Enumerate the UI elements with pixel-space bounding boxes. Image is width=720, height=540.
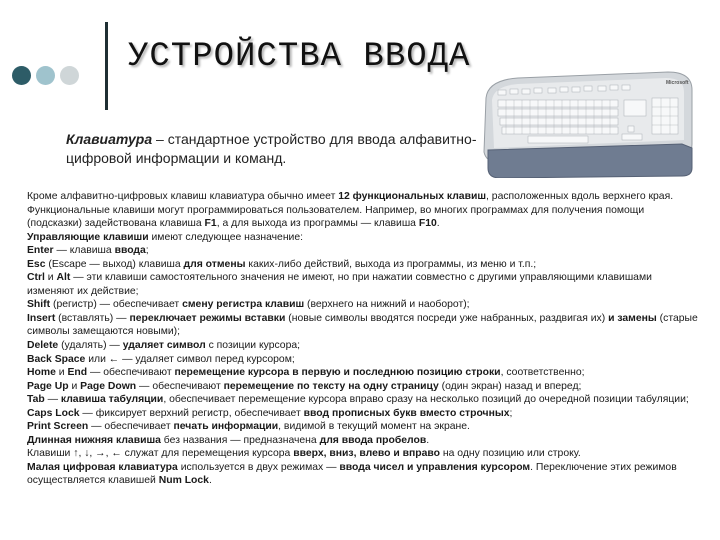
intro-paragraph: [66, 130, 486, 168]
bold-term: Insert: [27, 312, 56, 324]
dot-3: [60, 66, 79, 85]
bold-term: Управляющие клавиши: [27, 231, 149, 243]
text-run: .: [208, 475, 212, 487]
text-run: , соответственно;: [500, 367, 585, 379]
text-run: — обеспечивают: [87, 367, 175, 379]
slide-title: УСТРОЙСТВА ВВОДА: [128, 38, 471, 76]
body-paragraph: [27, 312, 699, 339]
text-run: — обеспечивают: [136, 380, 224, 392]
text-run: (вставлять) —: [55, 312, 130, 324]
bold-term: Tab: [27, 394, 45, 406]
bold-term: вверх, вниз, влево и вправо: [293, 448, 441, 460]
body-paragraph: [27, 231, 699, 245]
bold-term: Shift: [27, 299, 51, 311]
text-run: или: [85, 353, 109, 365]
bold-term: F10: [418, 218, 437, 230]
body-paragraph: [27, 393, 699, 407]
bold-term: ввода чисел и управления курсором: [339, 461, 531, 473]
body-paragraph: [27, 434, 699, 448]
bold-term: перемещение по тексту на одну страницу: [223, 380, 439, 392]
text-run: используется в двух режимах —: [177, 461, 340, 473]
body-paragraph: [27, 271, 699, 298]
text-run: —: [44, 394, 61, 406]
bold-term: переключает режимы вставки: [129, 312, 286, 324]
bold-term: для ввода пробелов: [319, 434, 427, 446]
text-run: (старые символы замещаются новыми);: [27, 312, 698, 338]
text-run: — клавиша: [53, 245, 115, 257]
bold-term: Ctrl: [27, 272, 45, 284]
bold-term: Alt: [56, 272, 71, 284]
bold-term: Num Lock: [158, 475, 209, 487]
bold-term: Page Up: [27, 380, 69, 392]
text-run: — эти клавиши самостоятельного значения не имеют, но при нажатии совместно с другими управляющими клавишами изменяют их действие;: [27, 272, 652, 297]
bold-term: клавиша табуляции: [60, 394, 164, 406]
bold-term: Home: [27, 367, 56, 379]
body-paragraph: [27, 420, 699, 434]
text-run: (Escape — выход) клавиша: [45, 258, 184, 270]
text-run: каких-либо действий, выхода из программы, из меню и т.п.;: [245, 258, 537, 270]
bold-term: Caps Lock: [27, 407, 80, 419]
text-run: , расположенных вдоль верхнего края. Функциональные клавиши могут программироваться пользователем. Например, во многих программах для получения помощи (подсказки) задействована клавиша: [27, 191, 674, 230]
bold-term: Back Space: [27, 353, 86, 365]
text-run: (один экран) назад и вперед;: [438, 380, 582, 392]
text-run: — фиксирует верхний регистр, обеспечивает: [79, 407, 304, 419]
text-run: ;: [509, 407, 513, 419]
dot-1: [12, 66, 31, 85]
text-run: на одну позицию или строку.: [440, 448, 581, 460]
decorative-dots: [12, 66, 79, 85]
bold-term: Page Down: [80, 380, 137, 392]
bold-term: 12 функциональных клавиш: [338, 191, 487, 202]
keyboard-image: [478, 70, 698, 178]
text-run: — обеспечивает: [88, 421, 174, 433]
text-run: (удалять) —: [58, 340, 123, 352]
bold-term: ввод прописных букв вместо строчных: [303, 407, 510, 419]
bold-term: Enter: [27, 245, 54, 257]
text-run: , а для выхода из программы — клавиша: [216, 218, 419, 230]
bold-term: Малая цифровая клавиатура: [27, 461, 178, 473]
bold-term: для отмены: [183, 258, 246, 270]
text-run: , видимой в текущий момент на экране.: [278, 421, 470, 433]
bold-term: ←: [108, 353, 120, 365]
bold-term: печать информации: [173, 421, 279, 433]
bold-term: Delete: [27, 340, 59, 352]
bold-term: Длинная нижняя клавиша: [27, 434, 161, 446]
text-run: и: [55, 367, 68, 379]
keyboard-brand: Microsoft: [666, 80, 689, 86]
body-paragraph: [27, 380, 699, 394]
bold-term: F1: [204, 218, 217, 230]
body-paragraph: [27, 447, 699, 461]
bold-term: ввода: [114, 245, 146, 257]
text-run: .: [426, 434, 430, 446]
body-paragraph: [27, 244, 699, 258]
bold-term: удаляет символ: [122, 340, 206, 352]
body-text: [27, 190, 699, 488]
text-run: (верхнего на нижний и наоборот);: [304, 299, 470, 311]
intro-text: – стандартное устройство для ввода алфавитно-цифровой информации и команд.: [66, 131, 477, 166]
bold-term: смену регистра клавиш: [182, 299, 305, 311]
text-run: Кроме алфавитно-цифровых клавиш клавиатура обычно имеет: [27, 191, 339, 202]
body-paragraph: [27, 353, 699, 367]
bold-term: и замены: [608, 312, 657, 324]
text-run: . Переключение этих режимов осуществляется клавишей: [27, 461, 677, 487]
body-paragraph: [27, 407, 699, 421]
bold-term: Esc: [27, 258, 46, 270]
text-run: (новые символы вводятся посреди уже набранных, раздвигая их): [285, 312, 609, 324]
bold-term: перемещение курсора в первую и последнюю позицию строки: [174, 367, 501, 379]
bold-term: Print Screen: [27, 421, 89, 433]
bold-term: End: [67, 367, 88, 379]
body-paragraph: [27, 258, 699, 272]
intro-term: Клавиатура: [66, 131, 153, 147]
body-paragraph: [27, 461, 699, 488]
text-run: имеют следующее назначение:: [148, 231, 304, 243]
text-run: (регистр) — обеспечивает: [50, 299, 183, 311]
text-run: и: [44, 272, 57, 284]
title-divider: [105, 22, 108, 110]
body-paragraph: [27, 366, 699, 380]
text-run: , обеспечивает перемещение курсора вправо сразу на несколько позиций до очередной позиции табуляции;: [163, 394, 689, 406]
dot-2: [36, 66, 55, 85]
text-run: ;: [145, 245, 149, 257]
body-paragraph: [27, 298, 699, 312]
body-paragraph: [27, 190, 699, 231]
text-run: без названия — предназначена: [160, 434, 320, 446]
body-paragraph: [27, 339, 699, 353]
text-run: .: [436, 218, 440, 230]
text-run: с позиции курсора;: [205, 340, 301, 352]
text-run: и: [68, 380, 81, 392]
text-run: — удаляет символ перед курсором;: [119, 353, 295, 365]
text-run: Клавиши ↑, ↓, →, ← служат для перемещения курсора: [27, 448, 294, 460]
